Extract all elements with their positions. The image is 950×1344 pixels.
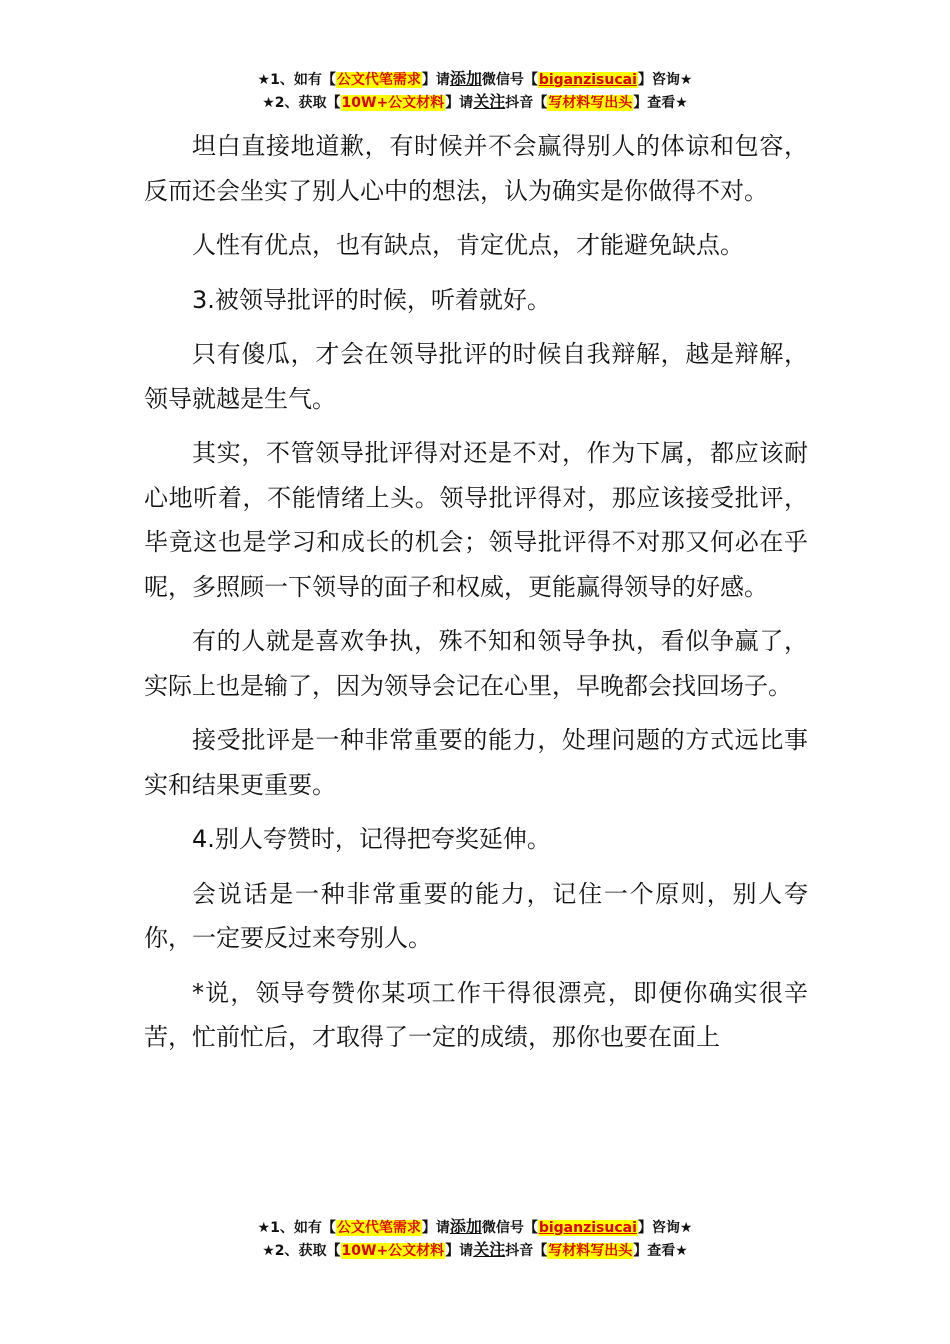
- promo-text: 微信号【: [481, 72, 538, 88]
- promo-text: ★2、获取【: [262, 95, 341, 111]
- promo-text: 】请: [421, 1220, 450, 1236]
- promo-text: 】请: [445, 95, 474, 111]
- paragraph: 其实，不管领导批评得对还是不对，作为下属，都应该耐心地听着，不能情绪上头。领导批评得对，那应该接受批评，毕竟这也是学习和成长的机会；领导批评得不对那又何必在乎呢，多照顾一下领导的面子和权威，更能赢得领导的好感。: [144, 439, 808, 601]
- promo-emphasis: 关注: [473, 92, 506, 111]
- promo-line-2: [0, 1239, 950, 1262]
- promo-text: ★2、获取【: [262, 1243, 341, 1259]
- promo-line-2: [0, 91, 950, 114]
- promo-highlight: 写材料写出头: [548, 95, 633, 111]
- promo-highlight: 10W+公文材料: [341, 1243, 445, 1259]
- paragraph: 人性有优点，也有缺点，肯定优点，才能避免缺点。: [192, 231, 744, 259]
- promo-line-1: [0, 68, 950, 91]
- promo-text: 】请: [421, 72, 450, 88]
- promo-highlight: 公文代笔需求: [336, 72, 421, 88]
- paragraph: *说，领导夸赞你某项工作干得很漂亮，即便你确实很辛苦，忙前忙后，才取得了一定的成绩，那你也要在面上: [144, 978, 808, 1051]
- promo-highlight: 写材料写出头: [548, 1243, 633, 1259]
- paragraph: 接受批评是一种非常重要的能力，处理问题的方式远比事实和结果更重要。: [144, 726, 808, 799]
- promo-text: 微信号【: [481, 1220, 538, 1236]
- promo-text: 】咨询★: [637, 72, 693, 88]
- promo-text: 】查看★: [633, 95, 688, 111]
- section-heading: 3.被领导批评的时候，听着就好。: [192, 285, 551, 314]
- document-body: [144, 124, 808, 1070]
- promo-text: 】查看★: [633, 1243, 688, 1259]
- promo-emphasis: 添加: [449, 69, 482, 88]
- promo-text: 】请: [445, 1243, 474, 1259]
- wechat-id-link[interactable]: biganzisucai: [538, 1220, 637, 1236]
- paragraph: 会说话是一种非常重要的能力，记住一个原则，别人夸你，一定要反过来夸别人。: [144, 879, 808, 952]
- promo-line-1: [0, 1216, 950, 1239]
- section-heading: 4.别人夸赞时，记得把夸奖延伸。: [192, 825, 551, 853]
- paragraph: 只有傻瓜，才会在领导批评的时候自我辩解，越是辩解，领导就越是生气。: [144, 340, 808, 413]
- promo-highlight: 10W+公文材料: [341, 95, 445, 111]
- promo-highlight: 公文代笔需求: [336, 1220, 421, 1236]
- promo-text: 】咨询★: [637, 1220, 693, 1236]
- promo-text: 抖音【: [505, 1243, 548, 1259]
- wechat-id-link[interactable]: biganzisucai: [538, 72, 637, 88]
- promo-text: ★1、如有【: [257, 72, 336, 88]
- promo-text: ★1、如有【: [257, 1220, 336, 1236]
- paragraph: 有的人就是喜欢争执，殊不知和领导争执，看似争赢了，实际上也是输了，因为领导会记在心里，早晚都会找回场子。: [144, 627, 808, 700]
- paragraph: 坦白直接地道歉，有时候并不会赢得别人的体谅和包容，反而还会坐实了别人心中的想法，认为确实是你做得不对。: [144, 132, 808, 205]
- footer-promo-banner: [0, 1216, 950, 1262]
- promo-text: 抖音【: [505, 95, 548, 111]
- header-promo-banner: [0, 68, 950, 114]
- promo-emphasis: 关注: [473, 1240, 506, 1259]
- promo-emphasis: 添加: [449, 1217, 482, 1236]
